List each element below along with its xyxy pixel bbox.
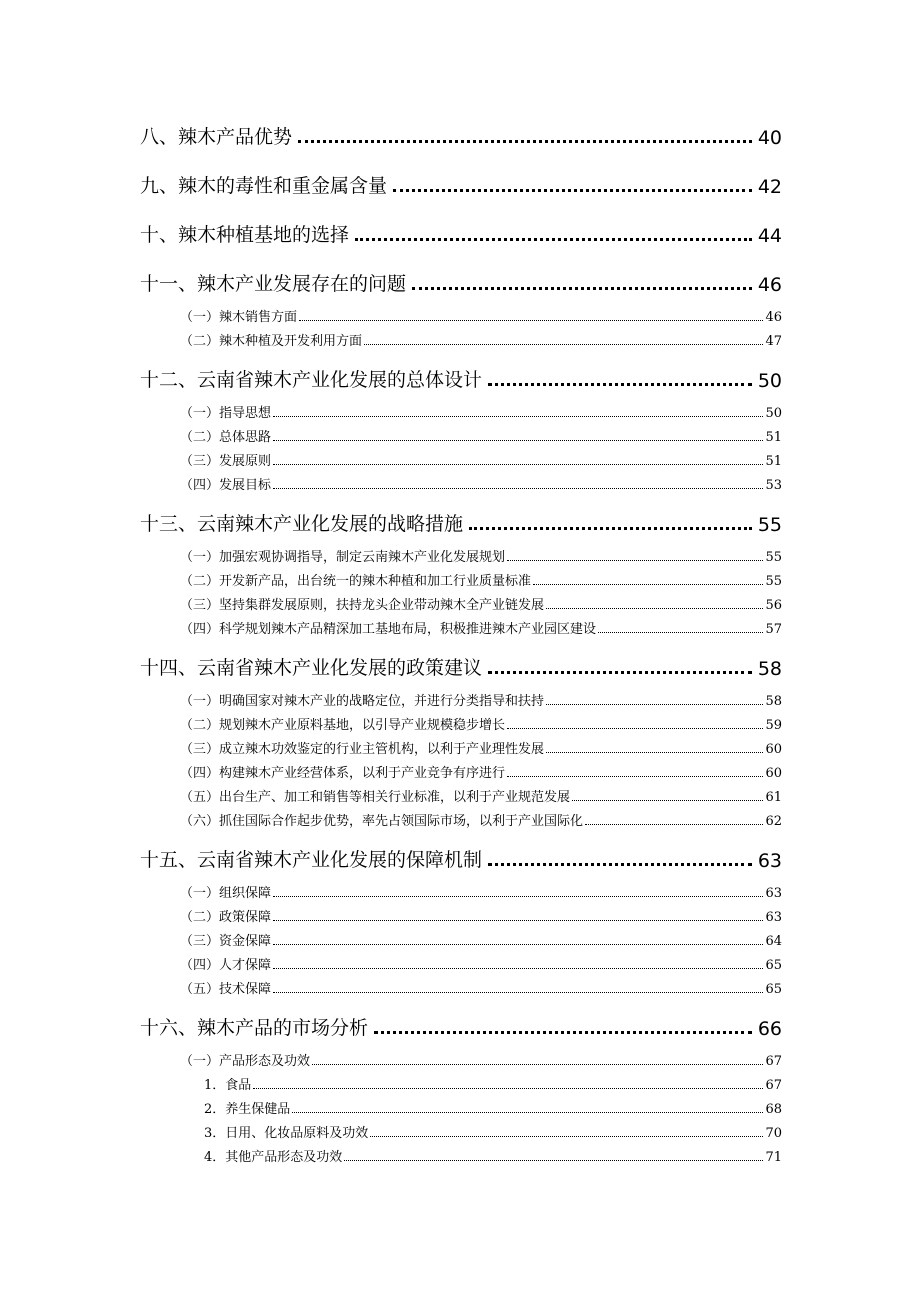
toc-leader: [273, 464, 763, 465]
toc-title: （四）构建辣木产业经营体系，以利于产业竞争有序进行: [180, 766, 506, 781]
toc-entry[interactable]: [204, 1099, 782, 1117]
toc-title: 2．养生保健品: [204, 1102, 291, 1117]
toc-title: （一）辣木销售方面: [180, 310, 298, 325]
toc-page: 55: [765, 574, 782, 589]
toc-leader: [374, 1031, 752, 1034]
toc-title: （一）产品形态及功效: [180, 1054, 311, 1069]
toc-page: 63: [757, 850, 782, 872]
toc-leader: [292, 1112, 763, 1113]
toc-page: 65: [765, 982, 782, 997]
toc-leader: [273, 896, 763, 897]
toc-page: 64: [765, 934, 782, 949]
toc-entry[interactable]: [180, 571, 782, 589]
toc-title: （二）规划辣木产业原料基地，以引导产业规模稳步增长: [180, 718, 506, 733]
toc-entry[interactable]: [140, 170, 782, 198]
toc-page: 70: [765, 1126, 782, 1141]
toc-page: 71: [765, 1150, 782, 1165]
toc-leader: [546, 608, 763, 609]
toc-title: 十二、云南省辣木产业化发展的总体设计: [140, 369, 483, 391]
toc-title: （四）发展目标: [180, 478, 272, 493]
toc-entry[interactable]: [180, 1051, 782, 1069]
toc-title: 3．日用、化妆品原料及功效: [204, 1126, 369, 1141]
toc-leader: [469, 527, 752, 530]
toc-leader: [273, 992, 763, 993]
toc-entry[interactable]: [180, 475, 782, 493]
toc-title: （二）总体思路: [180, 430, 272, 445]
toc-leader: [364, 344, 763, 345]
toc-page: 66: [757, 1018, 782, 1040]
toc-page: 51: [765, 454, 782, 469]
toc-entry[interactable]: [180, 619, 782, 637]
toc-title: （二）辣木种植及开发利用方面: [180, 334, 363, 349]
toc-page: 44: [757, 225, 782, 247]
toc-page: 46: [765, 310, 782, 325]
toc-page: 67: [765, 1078, 782, 1093]
toc-entry[interactable]: [180, 427, 782, 445]
toc-page: 58: [765, 694, 782, 709]
toc-entry[interactable]: [180, 787, 782, 805]
toc-title: （一）指导思想: [180, 406, 272, 421]
toc-leader: [273, 416, 763, 417]
toc-page: 50: [765, 406, 782, 421]
toc-title: （五）出台生产、加工和销售等相关行业标准，以利于产业规范发展: [180, 790, 571, 805]
toc-title: （一）加强宏观协调指导，制定云南辣木产业化发展规划: [180, 550, 506, 565]
toc-leader: [488, 671, 752, 674]
toc-leader: [572, 800, 763, 801]
toc-entry[interactable]: [180, 715, 782, 733]
toc-leader: [344, 1160, 763, 1161]
toc-page: 65: [765, 958, 782, 973]
toc-page: 58: [757, 658, 782, 680]
toc-leader: [273, 944, 763, 945]
toc-page: 63: [765, 910, 782, 925]
toc-title: 十三、云南辣木产业化发展的战略措施: [140, 513, 464, 535]
toc-entry[interactable]: [140, 268, 782, 296]
toc-title: （三）成立辣木功效鉴定的行业主管机构，以利于产业理性发展: [180, 742, 545, 757]
toc-entry[interactable]: [140, 121, 782, 149]
toc-page: 57: [765, 622, 782, 637]
toc-entry[interactable]: [140, 652, 782, 680]
toc-leader: [273, 488, 763, 489]
toc-leader: [546, 704, 763, 705]
toc-title: （四）科学规划辣木产品精深加工基地布局，积极推进辣木产业园区建设: [180, 622, 597, 637]
toc-leader: [393, 189, 752, 192]
toc-page: 53: [765, 478, 782, 493]
toc-title: （四）人才保障: [180, 958, 272, 973]
toc-page: 62: [765, 814, 782, 829]
toc-title: 十五、云南省辣木产业化发展的保障机制: [140, 849, 483, 871]
toc-page: 63: [765, 886, 782, 901]
toc-page: 61: [765, 790, 782, 805]
toc-title: 十一、辣木产业发展存在的问题: [140, 273, 407, 295]
toc-leader: [507, 776, 763, 777]
toc-entry[interactable]: [180, 883, 782, 901]
toc-title: 十四、云南省辣木产业化发展的政策建议: [140, 657, 483, 679]
toc-leader: [370, 1136, 763, 1137]
toc-entry[interactable]: [180, 931, 782, 949]
toc-leader: [273, 968, 763, 969]
toc-entry[interactable]: [204, 1075, 782, 1093]
toc-entry[interactable]: [180, 331, 782, 349]
toc-page: 46: [757, 274, 782, 296]
toc-leader: [546, 752, 763, 753]
toc-page: 51: [765, 430, 782, 445]
toc-leader: [533, 584, 763, 585]
toc-leader: [298, 140, 752, 143]
toc-entry[interactable]: [180, 403, 782, 421]
toc-title: 4．其他产品形态及功效: [204, 1150, 343, 1165]
toc-entry[interactable]: [180, 979, 782, 997]
toc-entry[interactable]: [180, 451, 782, 469]
toc-title: （一）组织保障: [180, 886, 272, 901]
toc-title: 十六、辣木产品的市场分析: [140, 1017, 369, 1039]
toc-page: 42: [757, 176, 782, 198]
toc-leader: [585, 824, 763, 825]
toc-title: （三）坚持集群发展原则，扶持龙头企业带动辣木全产业链发展: [180, 598, 545, 613]
toc-leader: [273, 920, 763, 921]
toc-leader: [312, 1064, 763, 1065]
toc-page: 67: [765, 1054, 782, 1069]
toc-page: 40: [757, 127, 782, 149]
toc-page: 50: [757, 370, 782, 392]
toc-entry[interactable]: [180, 955, 782, 973]
toc-entry[interactable]: [140, 219, 782, 247]
toc-leader: [412, 287, 752, 290]
toc-title: （一）明确国家对辣木产业的战略定位，并进行分类指导和扶持: [180, 694, 545, 709]
toc-leader: [299, 320, 763, 321]
toc-leader: [488, 863, 752, 866]
toc-title: 八、辣木产品优势: [140, 126, 293, 148]
toc-leader: [488, 383, 752, 386]
toc-title: （二）政策保障: [180, 910, 272, 925]
toc-page: 47: [765, 334, 782, 349]
toc-leader: [598, 632, 763, 633]
toc-page: 55: [765, 550, 782, 565]
toc-entry[interactable]: [180, 811, 782, 829]
toc-title: （三）资金保障: [180, 934, 272, 949]
toc-leader: [355, 238, 752, 241]
toc-entry[interactable]: [140, 1012, 782, 1040]
toc-title: 九、辣木的毒性和重金属含量: [140, 175, 388, 197]
toc-page: 60: [765, 742, 782, 757]
toc-leader: [253, 1088, 763, 1089]
toc-entry[interactable]: [180, 307, 782, 325]
toc-page: 59: [765, 718, 782, 733]
toc-entry[interactable]: [204, 1123, 782, 1141]
toc-entry[interactable]: [180, 763, 782, 781]
toc-page: 55: [757, 514, 782, 536]
toc-title: （六）抓住国际合作起步优势，率先占领国际市场，以利于产业国际化: [180, 814, 584, 829]
toc-entry[interactable]: [180, 595, 782, 613]
toc-title: 1．食品: [204, 1078, 252, 1093]
toc-entry[interactable]: [204, 1147, 782, 1165]
toc-page: 56: [765, 598, 782, 613]
toc-leader: [507, 560, 763, 561]
toc-leader: [273, 440, 763, 441]
toc-page: 68: [765, 1102, 782, 1117]
toc-page: 60: [765, 766, 782, 781]
toc-title: （五）技术保障: [180, 982, 272, 997]
toc-entry[interactable]: [180, 907, 782, 925]
toc-entry[interactable]: [180, 691, 782, 709]
toc-entry[interactable]: [140, 508, 782, 536]
toc-entry[interactable]: [140, 844, 782, 872]
toc-entry[interactable]: [140, 364, 782, 392]
toc-entry[interactable]: [180, 547, 782, 565]
toc-title: 十、辣木种植基地的选择: [140, 224, 350, 246]
toc-title: （二）开发新产品，出台统一的辣木种植和加工行业质量标准: [180, 574, 532, 589]
toc-entry[interactable]: [180, 739, 782, 757]
toc-title: （三）发展原则: [180, 454, 272, 469]
toc-leader: [507, 728, 763, 729]
